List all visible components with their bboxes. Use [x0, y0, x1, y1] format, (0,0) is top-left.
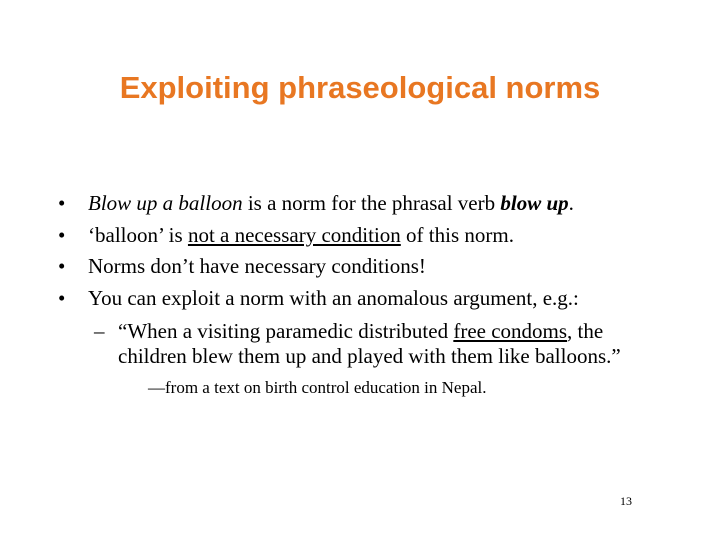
bullet-list: [58, 188, 698, 369]
bullet-punct: .: [568, 191, 574, 215]
bullet-text: is a norm for the phrasal verb: [242, 191, 501, 215]
bullet-text: ‘balloon’ is: [88, 222, 188, 247]
phrasal-verb: blow up: [500, 191, 569, 215]
example-phrase: Blow up a balloon: [88, 191, 243, 215]
underlined-phrase: free condoms: [453, 319, 568, 343]
bullet-icon: •: [58, 285, 66, 310]
slide-title: Exploiting phraseological norms: [119, 70, 601, 105]
page-number: 13: [620, 494, 632, 508]
bullet-text: of this norm.: [400, 222, 514, 247]
bullet-text: You can exploit a norm with an anomalous argument, e.g.:: [88, 285, 579, 310]
bullet-item: [58, 220, 698, 252]
dash-icon: –: [94, 319, 105, 343]
sub-bullet-item: [88, 319, 658, 369]
quote-text: , the children blew them up and played with them like balloons.”: [118, 319, 621, 368]
bullet-icon: •: [58, 254, 66, 278]
bullet-item: [58, 283, 698, 315]
quote-text: “When a visiting paramedic distributed: [118, 319, 454, 343]
bullet-icon: •: [58, 191, 66, 215]
bullet-item: [58, 188, 698, 220]
bullet-text: Norms don’t have necessary conditions!: [88, 254, 426, 278]
bullet-icon: •: [58, 222, 66, 247]
source-citation: —from a text on birth control education in Nepal.: [148, 378, 487, 397]
bullet-item: [58, 251, 698, 283]
underlined-phrase: not a necessary condition: [187, 222, 401, 247]
